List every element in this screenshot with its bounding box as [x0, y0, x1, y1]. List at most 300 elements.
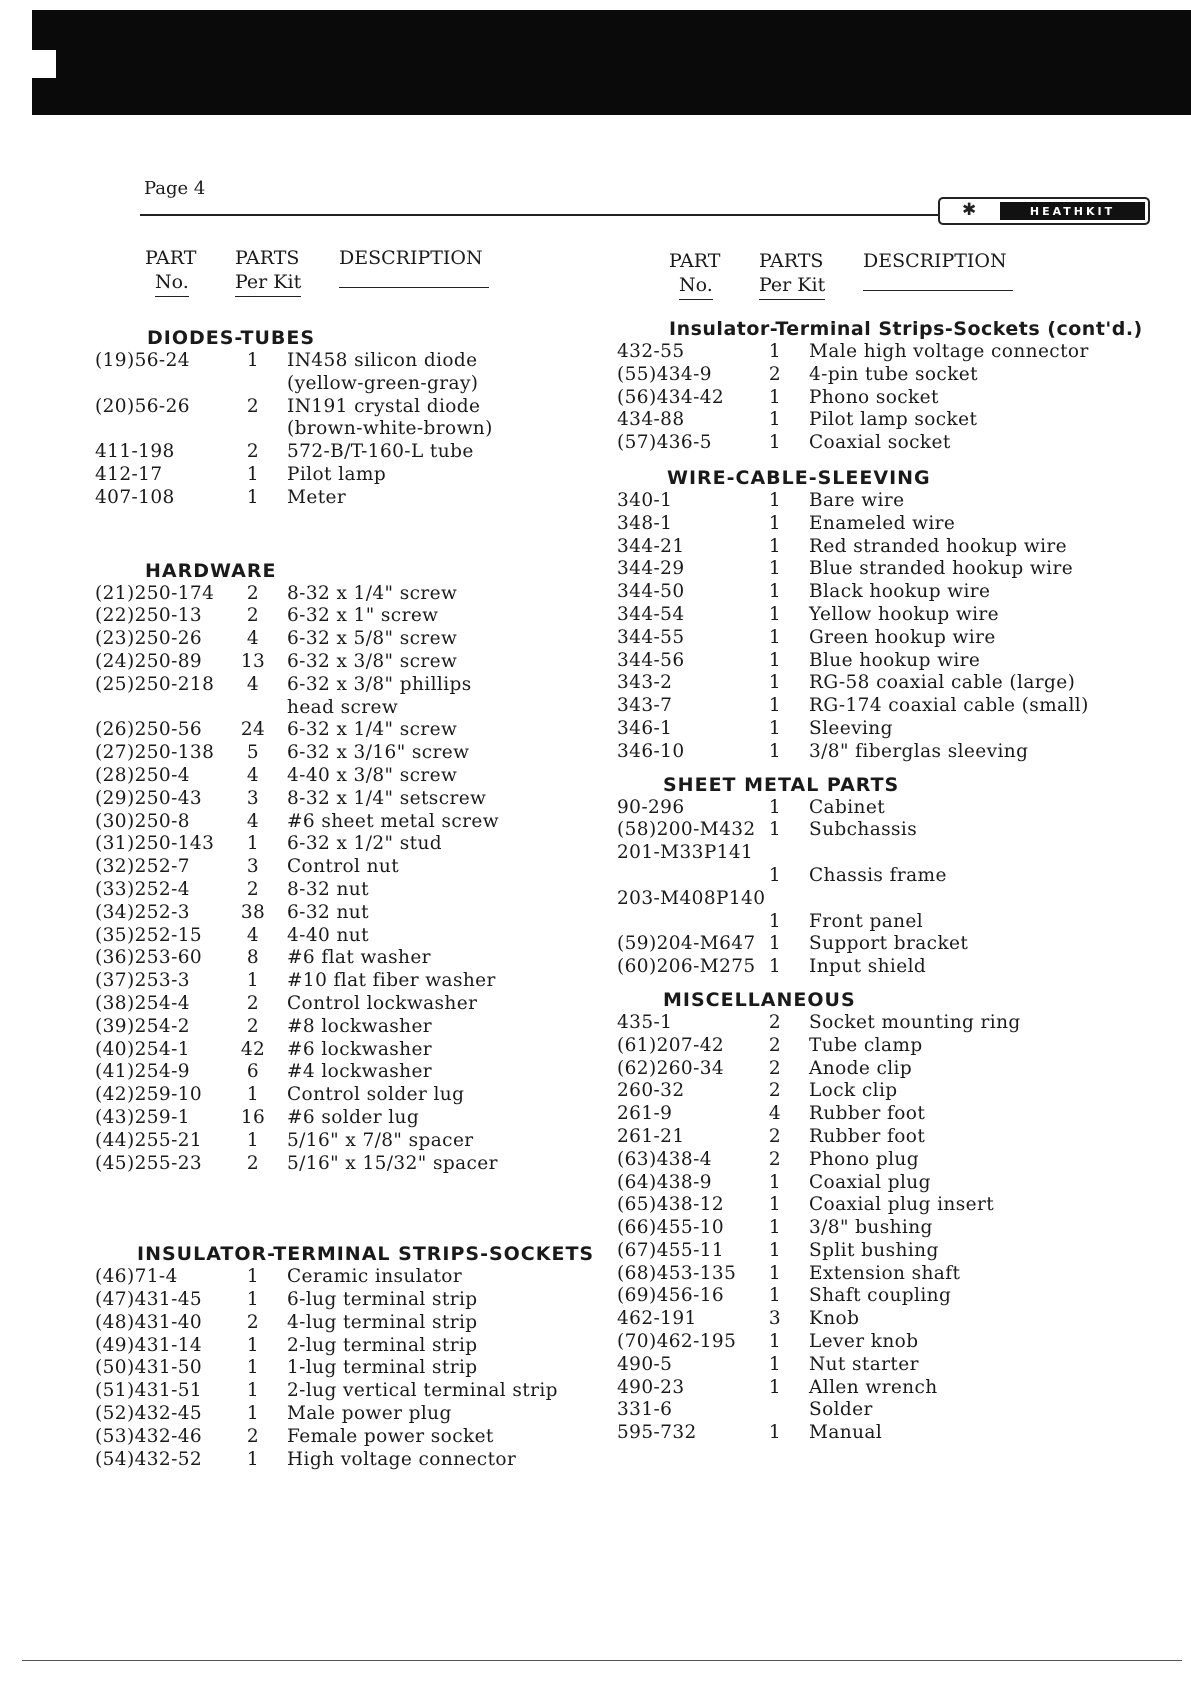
part-description: Coaxial plug insert: [809, 1194, 995, 1216]
column-header: [95, 246, 635, 297]
parts-per-kit: 2: [246, 605, 260, 627]
parts-row: [617, 741, 1167, 764]
parts-row: [617, 1263, 1167, 1286]
parts-per-kit: 1: [246, 833, 260, 855]
part-number: (19)56-24: [95, 350, 190, 371]
parts-per-kit: 1: [768, 1171, 782, 1193]
parts-per-kit: 2: [768, 363, 782, 385]
right-column: [617, 249, 1167, 1445]
parts-per-kit: 1: [246, 1084, 260, 1106]
part-number: (26)250-56: [95, 719, 203, 741]
parts-per-kit: 4: [246, 764, 260, 786]
part-number: (32)252-7: [95, 856, 190, 878]
part-description: #4 lockwasher: [287, 1061, 433, 1083]
part-number: (53)432-46: [95, 1425, 203, 1447]
parts-per-kit: 1: [768, 910, 782, 932]
part-description: RG-58 coaxial cable (large): [809, 672, 1076, 694]
part-description: 4-40 x 3/8" screw: [287, 764, 458, 786]
part-description: 6-32 x 3/8" screw: [287, 650, 458, 672]
logo-star-icon: ✱: [962, 200, 977, 220]
section-title: DIODES-TUBES: [147, 327, 316, 349]
part-description: [809, 888, 1167, 911]
part-number: (56)434-42: [617, 386, 725, 408]
parts-row: [617, 1354, 1167, 1377]
part-number: (55)434-9: [617, 363, 712, 385]
part-description: Control nut: [287, 856, 400, 878]
parts-row: [95, 441, 635, 464]
part-description: Sleeving: [809, 717, 893, 739]
part-description: Red stranded hookup wire: [809, 535, 1068, 557]
parts-row: [95, 1039, 635, 1062]
part-number: (58)200-M432: [617, 819, 756, 841]
part-number: 407-108: [95, 486, 175, 508]
parts-row: [617, 956, 1167, 979]
section-title: Insulator-Terminal Strips-Sockets (cont'd.): [669, 318, 1143, 340]
part-description: Coaxial socket: [809, 432, 951, 454]
header-part: PART: [145, 247, 197, 269]
part-number: 348-1: [617, 512, 673, 534]
parts-row: [617, 650, 1167, 673]
parts-row: [95, 583, 635, 606]
parts-per-kit: 1: [768, 409, 782, 431]
parts-per-kit: 1: [768, 603, 782, 625]
parts-row: [95, 464, 635, 487]
part-number: (54)432-52: [95, 1448, 203, 1470]
part-number: 412-17: [95, 463, 163, 485]
parts-per-kit: 1: [768, 489, 782, 511]
section-insulator-terminal: [95, 1266, 635, 1471]
parts-per-kit: 24: [240, 719, 266, 741]
part-description: 8-32 nut: [287, 878, 369, 900]
parts-row: [617, 1377, 1167, 1400]
parts-per-kit: 1: [768, 386, 782, 408]
parts-row: [95, 605, 635, 628]
parts-per-kit: 1: [768, 1262, 782, 1284]
part-number: (51)431-51: [95, 1380, 203, 1402]
parts-per-kit: [741, 1399, 809, 1422]
part-number: 462-191: [617, 1308, 697, 1330]
parts-per-kit: 3: [246, 787, 260, 809]
part-number: (35)252-15: [95, 924, 203, 946]
parts-row: [95, 879, 635, 902]
parts-row: [617, 490, 1167, 513]
parts-row: [617, 558, 1167, 581]
part-description: 3/8" bushing: [809, 1217, 933, 1239]
parts-row: [617, 797, 1167, 820]
section-title: SHEET METAL PARTS: [663, 773, 900, 796]
left-column: [95, 246, 635, 1471]
parts-row: [95, 1335, 635, 1358]
part-number: (44)255-21: [95, 1129, 203, 1151]
parts-per-kit: 1: [768, 933, 782, 955]
parts-per-kit: 1: [768, 512, 782, 534]
section-title: MISCELLANEOUS: [663, 988, 856, 1011]
part-description: 8-32 x 1/4" setscrew: [287, 787, 487, 809]
part-number: (39)254-2: [95, 1015, 190, 1037]
parts-row: [617, 865, 1167, 888]
parts-row: [95, 628, 635, 651]
parts-per-kit: 5: [246, 742, 260, 764]
part-number: 260-32: [617, 1080, 685, 1102]
part-number: (57)436-5: [617, 432, 712, 454]
parts-row: [617, 1080, 1167, 1103]
part-description: Pilot lamp: [287, 463, 387, 485]
part-description: Cabinet: [809, 796, 886, 818]
parts-per-kit: 16: [240, 1106, 266, 1128]
part-description: Black hookup wire: [809, 581, 991, 603]
parts-per-kit: 1: [768, 1194, 782, 1216]
parts-row: [617, 1422, 1167, 1445]
part-number: 344-29: [617, 558, 685, 580]
parts-per-kit: [741, 842, 809, 865]
parts-row: [617, 432, 1167, 455]
parts-row: [617, 933, 1167, 956]
part-description: Nut starter: [809, 1353, 919, 1375]
part-description: 1-lug terminal strip: [287, 1357, 478, 1379]
heathkit-logo: [938, 197, 1150, 225]
part-description: 6-lug terminal strip: [287, 1289, 478, 1311]
parts-row: [617, 1035, 1167, 1058]
parts-row: [617, 672, 1167, 695]
part-number: (21)250-174: [95, 582, 215, 604]
parts-per-kit: 1: [768, 740, 782, 762]
part-description: Male power plug: [287, 1403, 452, 1425]
part-description: Subchassis: [809, 819, 918, 841]
header-no: No.: [679, 273, 713, 300]
part-number: (48)431-40: [95, 1311, 203, 1333]
part-description: Female power socket: [287, 1425, 494, 1447]
parts-per-kit: 1: [246, 1334, 260, 1356]
parts-row: [95, 1449, 635, 1472]
part-description: IN458 silicon diode (yellow-green-gray): [287, 350, 479, 394]
part-number: 331-6: [617, 1399, 673, 1421]
parts-per-kit: 1: [246, 1289, 260, 1311]
parts-row: [617, 1399, 1167, 1422]
parts-per-kit: 1: [246, 1266, 260, 1288]
parts-per-kit: 2: [768, 1125, 782, 1147]
parts-row: [617, 911, 1167, 934]
part-number: 344-50: [617, 581, 685, 603]
parts-row: [95, 1266, 635, 1289]
parts-row: [617, 513, 1167, 536]
part-description: #6 lockwasher: [287, 1038, 433, 1060]
part-description: #8 lockwasher: [287, 1015, 433, 1037]
parts-per-kit: 1: [768, 1422, 782, 1444]
parts-per-kit: 2: [768, 1034, 782, 1056]
part-number: (42)259-10: [95, 1084, 203, 1106]
header-desc-underline: [339, 275, 489, 288]
parts-per-kit: 2: [246, 1015, 260, 1037]
parts-per-kit: 2: [768, 1011, 782, 1033]
parts-per-kit: 4: [246, 924, 260, 946]
part-number: 595-732: [617, 1422, 697, 1444]
page-number: Page 4: [144, 178, 206, 199]
parts-row: [95, 1016, 635, 1039]
part-description: 572-B/T-160-L tube: [287, 441, 474, 463]
part-description: 5/16" x 7/8" spacer: [287, 1129, 474, 1151]
parts-row: [95, 1312, 635, 1335]
part-number: (43)259-1: [95, 1106, 190, 1128]
parts-per-kit: 1: [768, 672, 782, 694]
parts-row: [617, 1172, 1167, 1195]
parts-per-kit: 1: [246, 1129, 260, 1151]
parts-per-kit: 1: [768, 535, 782, 557]
parts-row: [617, 1217, 1167, 1240]
part-description: Blue hookup wire: [809, 649, 981, 671]
part-description: Socket mounting ring: [809, 1011, 1021, 1033]
part-number: (27)250-138: [95, 742, 215, 764]
part-number: (24)250-89: [95, 650, 203, 672]
part-number: 343-2: [617, 672, 673, 694]
part-number: 490-5: [617, 1353, 673, 1375]
part-number: 90-296: [617, 796, 685, 818]
header-per-kit: Per Kit: [235, 270, 301, 297]
parts-row: [617, 627, 1167, 650]
parts-per-kit: 1: [246, 1380, 260, 1402]
parts-row: [617, 364, 1167, 387]
part-description: #6 flat washer: [287, 947, 431, 969]
parts-row: [95, 1130, 635, 1153]
parts-per-kit: 4: [768, 1103, 782, 1125]
header-description: DESCRIPTION: [863, 250, 1007, 272]
part-description: Tube clamp: [809, 1034, 923, 1056]
parts-row: [617, 387, 1167, 410]
part-description: 6-32 x 1" screw: [287, 605, 439, 627]
part-description: Yellow hookup wire: [809, 603, 1000, 625]
part-number: (65)438-12: [617, 1194, 725, 1216]
parts-per-kit: 1: [768, 341, 782, 362]
part-description: 6-32 x 1/2" stud: [287, 833, 443, 855]
parts-row: [617, 341, 1167, 364]
parts-per-kit: 1: [768, 1353, 782, 1375]
parts-per-kit: 1: [246, 1357, 260, 1379]
part-number: (40)254-1: [95, 1038, 190, 1060]
parts-per-kit: 1: [768, 649, 782, 671]
parts-per-kit: 2: [246, 395, 260, 417]
part-number: (41)254-9: [95, 1061, 190, 1083]
part-description: 2-lug terminal strip: [287, 1334, 478, 1356]
part-number: (28)250-4: [95, 764, 190, 786]
part-description: Rubber foot: [809, 1103, 926, 1125]
parts-per-kit: 4: [246, 673, 260, 695]
part-number: 432-55: [617, 341, 685, 362]
parts-per-kit: 1: [246, 970, 260, 992]
part-description: Enameled wire: [809, 512, 956, 534]
parts-row: [617, 1103, 1167, 1126]
parts-per-kit: 2: [246, 878, 260, 900]
parts-per-kit: 1: [768, 1376, 782, 1398]
part-description: Chassis frame: [809, 864, 947, 886]
parts-row: [617, 1149, 1167, 1172]
part-number: [617, 911, 741, 934]
part-description: High voltage connector: [287, 1448, 517, 1470]
section-diodes-tubes: [95, 350, 635, 510]
part-number: 346-1: [617, 717, 673, 739]
bottom-scan-line: [22, 1660, 1182, 1661]
part-number: (70)462-195: [617, 1331, 737, 1353]
part-number: (20)56-26: [95, 395, 190, 417]
parts-per-kit: 1: [768, 956, 782, 978]
part-number: (37)253-3: [95, 970, 190, 992]
part-description: 6-32 nut: [287, 901, 369, 923]
part-description: Ceramic insulator: [287, 1266, 463, 1288]
part-number: (62)260-34: [617, 1057, 725, 1079]
parts-row: [95, 1107, 635, 1130]
part-description: Blue stranded hookup wire: [809, 558, 1074, 580]
parts-row: [95, 1403, 635, 1426]
part-number: 201-M33P141: [617, 842, 754, 864]
parts-row: [95, 765, 635, 788]
parts-per-kit: 1: [246, 463, 260, 485]
section-title: HARDWARE: [145, 559, 277, 582]
parts-per-kit: 2: [246, 1152, 260, 1174]
part-description: #6 solder lug: [287, 1106, 420, 1128]
part-description: Input shield: [809, 956, 927, 978]
parts-per-kit: 2: [246, 1311, 260, 1333]
part-description: 2-lug vertical terminal strip: [287, 1380, 558, 1402]
part-number: (52)432-45: [95, 1403, 203, 1425]
parts-row: [95, 719, 635, 742]
parts-row: [95, 993, 635, 1016]
parts-row: [617, 1126, 1167, 1149]
parts-row: [95, 1357, 635, 1380]
part-description: Male high voltage connector: [809, 341, 1089, 362]
part-number: (46)71-4: [95, 1266, 178, 1288]
part-number: (68)453-135: [617, 1262, 737, 1284]
part-description: [809, 842, 1167, 865]
part-number: (50)431-50: [95, 1357, 203, 1379]
part-number: (66)455-10: [617, 1217, 725, 1239]
part-description: #6 sheet metal screw: [287, 810, 500, 832]
parts-row: [95, 1289, 635, 1312]
parts-per-kit: [741, 888, 809, 911]
parts-row: [617, 1058, 1167, 1081]
part-number: (34)252-3: [95, 901, 190, 923]
parts-per-kit: 38: [240, 901, 266, 923]
top-black-banner: [32, 10, 1191, 115]
part-description: Control lockwasher: [287, 992, 478, 1014]
part-description: 4-pin tube socket: [809, 363, 978, 385]
part-number: (61)207-42: [617, 1034, 725, 1056]
parts-row: [95, 651, 635, 674]
part-number: 344-54: [617, 603, 685, 625]
part-number: (59)204-M647: [617, 933, 756, 955]
parts-per-kit: 1: [768, 432, 782, 454]
parts-row: [95, 487, 635, 510]
part-number: (31)250-143: [95, 833, 215, 855]
parts-row: [617, 1194, 1167, 1217]
parts-per-kit: 2: [768, 1148, 782, 1170]
part-number: 261-9: [617, 1103, 673, 1125]
part-description: Control solder lug: [287, 1084, 465, 1106]
part-description: Split bushing: [809, 1239, 939, 1261]
parts-row: [95, 902, 635, 925]
parts-per-kit: 1: [768, 1285, 782, 1307]
header-desc-underline: [863, 278, 1013, 291]
parts-row: [617, 1240, 1167, 1263]
part-description: Anode clip: [809, 1057, 913, 1079]
header-parts: PARTS: [235, 247, 300, 269]
part-description: #10 flat fiber washer: [287, 970, 496, 992]
part-description: 4-40 nut: [287, 924, 369, 946]
parts-per-kit: 1: [768, 1217, 782, 1239]
parts-per-kit: 2: [246, 441, 260, 463]
parts-per-kit: 1: [768, 626, 782, 648]
parts-row: [95, 856, 635, 879]
parts-row: [617, 1331, 1167, 1354]
header-part: PART: [669, 250, 721, 272]
parts-row: [95, 970, 635, 993]
part-description: RG-174 coaxial cable (small): [809, 695, 1089, 717]
column-header: [617, 249, 1167, 300]
parts-row: [617, 604, 1167, 627]
part-number: 490-23: [617, 1376, 685, 1398]
parts-row: [617, 718, 1167, 741]
parts-per-kit: 8: [246, 947, 260, 969]
banner-edge-mark: [32, 50, 56, 78]
parts-per-kit: 1: [768, 1239, 782, 1261]
parts-row: [617, 842, 1167, 865]
part-number: (64)438-9: [617, 1171, 712, 1193]
part-description: Phono socket: [809, 386, 939, 408]
part-description: Extension shaft: [809, 1262, 961, 1284]
parts-per-kit: 2: [768, 1057, 782, 1079]
parts-per-kit: 2: [246, 1425, 260, 1447]
header-description: DESCRIPTION: [339, 247, 483, 269]
header-parts: PARTS: [759, 250, 824, 272]
part-number: 344-21: [617, 535, 685, 557]
parts-row: [95, 1153, 635, 1176]
part-description: Shaft coupling: [809, 1285, 952, 1307]
parts-row: [617, 695, 1167, 718]
part-description: 6-32 x 1/4" screw: [287, 719, 458, 741]
parts-row: [95, 1084, 635, 1107]
parts-row: [617, 1285, 1167, 1308]
part-description: IN191 crystal diode (brown-white-brown): [287, 395, 493, 440]
part-description: Allen wrench: [809, 1376, 938, 1398]
part-number: (30)250-8: [95, 810, 190, 832]
parts-per-kit: 1: [246, 486, 260, 508]
part-number: (25)250-218: [95, 673, 215, 695]
parts-per-kit: 3: [768, 1308, 782, 1330]
part-description: 6-32 x 5/8" screw: [287, 628, 458, 650]
part-number: (63)438-4: [617, 1148, 712, 1170]
parts-row: [617, 1012, 1167, 1035]
parts-row: [95, 674, 635, 720]
parts-per-kit: 42: [240, 1038, 266, 1060]
part-description: Bare wire: [809, 489, 905, 511]
parts-per-kit: 2: [768, 1080, 782, 1102]
part-number: 434-88: [617, 409, 685, 431]
part-number: (22)250-13: [95, 605, 203, 627]
part-description: 6-32 x 3/16" screw: [287, 742, 470, 764]
section-insulator-contd: [617, 341, 1167, 455]
part-number: (69)456-16: [617, 1285, 725, 1307]
part-description: 3/8" fiberglas sleeving: [809, 740, 1029, 762]
part-description: Meter: [287, 486, 347, 508]
parts-per-kit: 1: [768, 1331, 782, 1353]
parts-row: [617, 536, 1167, 559]
parts-per-kit: 1: [246, 350, 260, 371]
part-number: 344-56: [617, 649, 685, 671]
parts-per-kit: 6: [246, 1061, 260, 1083]
part-number: (23)250-26: [95, 628, 203, 650]
parts-row: [95, 742, 635, 765]
parts-per-kit: 1: [246, 1403, 260, 1425]
part-number: (47)431-45: [95, 1289, 203, 1311]
part-number: 411-198: [95, 441, 175, 463]
parts-row: [617, 1308, 1167, 1331]
